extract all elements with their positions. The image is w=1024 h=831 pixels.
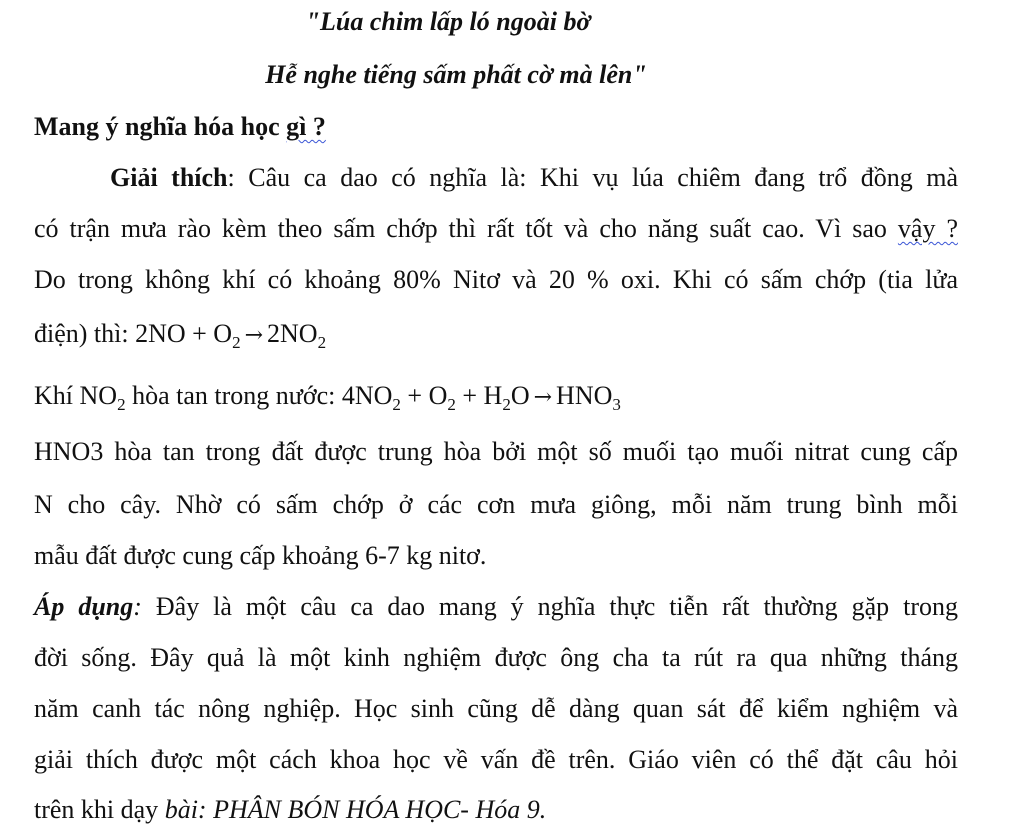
- explanation-text: Do trong không khí có khoảng 80% Nitơ và 20 % oxi. Khi có sấm chớp (tia lửa: [34, 265, 958, 294]
- explanation-line-2: [34, 213, 958, 245]
- question-text: Mang ý nghĩa hóa học: [34, 112, 287, 141]
- verse-line-2: [0, 59, 956, 91]
- explanation-line-3: [34, 264, 958, 296]
- hno3-line-1: [34, 436, 958, 468]
- reaction-arrow-icon: →: [244, 323, 264, 348]
- explanation-text: : Câu ca dao có nghĩa là: Khi vụ lúa chiêm đang trổ đồng mà: [227, 163, 958, 192]
- paragraph-text: giải thích được một cách khoa học về vấn đề trên. Giáo viên có thể đặt câu hỏi: [34, 745, 958, 774]
- paragraph-text: mẫu đất được cung cấp khoảng 6-7 kg nitơ.: [34, 541, 487, 570]
- paragraph-text: đời sống. Đây quả là một kinh nghiệm được ông cha ta rút ra qua những tháng: [34, 643, 958, 672]
- no2-dissolution-line: Khí $NO_2$ hòa tan trong nước: $4NO_2 + O_2 + H_2O \to HNO_3$: [34, 381, 621, 414]
- reaction-arrow-icon: →: [533, 385, 553, 410]
- paragraph-text: Đây là một câu ca dao mang ý nghĩa thực tiễn rất thường gặp trong: [141, 592, 958, 621]
- explanation-line-4: [34, 318, 326, 352]
- application-line-4: [34, 744, 958, 776]
- hno3-line-3: [34, 540, 486, 572]
- paragraph-text: trên khi dạy: [34, 795, 165, 824]
- application-line-1: Áp dụng: Đây là một câu ca dao mang ý nghĩa thực tiễn rất thường gặp trong: [34, 592, 958, 621]
- lesson-title: bài: PHÂN BÓN HÓA HỌC- Hóa 9.: [164, 795, 547, 824]
- question-heading: [34, 111, 326, 143]
- explanation-text: có trận mưa rào kèm theo sấm chớp thì rất tốt và cho năng suất cao. Vì sao: [34, 214, 898, 243]
- verse-line-2-text: Hễ nghe tiếng sấm phất cờ mà lên": [265, 60, 647, 89]
- paragraph-text: N cho cây. Nhờ có sấm chớp ở các cơn mưa giông, mỗi năm trung bình mỗi: [34, 490, 958, 519]
- equation-1: $2NO + O_2 \to 2NO_2$: [135, 319, 327, 352]
- hno3-line-2: [34, 489, 958, 521]
- verse-line-1-text: "Lúa chim lấp ló ngoài bờ: [305, 7, 591, 36]
- spellcheck-marked-text: vậy ?: [897, 214, 958, 243]
- application-label: Áp dụng: [34, 592, 134, 621]
- verse-line-1: [0, 6, 948, 38]
- spellcheck-marked-text: gì ?: [286, 112, 326, 141]
- equation-2: $4NO_2 + O_2 + H_2O \to HNO_3$: [341, 381, 621, 414]
- explanation-text: điện) thì:: [34, 319, 136, 348]
- application-line-5: [34, 794, 546, 826]
- no2-text: Khí NO: [34, 381, 118, 410]
- explanation-line-1: [34, 162, 958, 194]
- application-line-3: [34, 693, 958, 725]
- paragraph-text: năm canh tác nông nghiệp. Học sinh cũng dễ dàng quan sát để kiểm nghiệm và: [34, 694, 958, 723]
- explanation-label: Giải thích: [110, 163, 228, 192]
- application-line-2: [34, 642, 958, 674]
- paragraph-text: HNO3 hòa tan trong đất được trung hòa bởi một số muối tạo muối nitrat cung cấp: [34, 437, 958, 466]
